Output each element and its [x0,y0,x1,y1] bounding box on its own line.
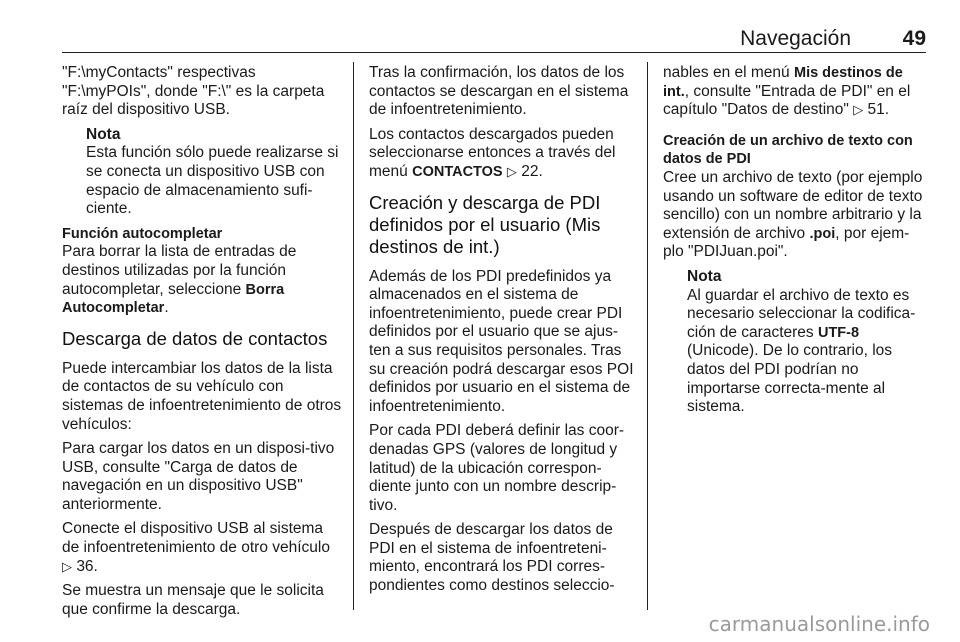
file-extension: .poi [809,225,836,242]
note-text [687,287,929,417]
page-header [62,26,926,53]
paragraph: Tras la confirmación, los datos de los contactos se descargan en el sistema de infoentretenimiento. [369,64,629,119]
text: , por ejem-plo "PDIJuan.poi". [663,224,910,261]
section-heading: Descarga de datos de contactos [62,327,328,349]
section-heading: Creación y descarga de PDI definidos por el usuario (Mis destinos de int.) [369,191,601,257]
paragraph: Puede intercambiar los datos de la lista de contactos de su vehículo con sistemas de infoentretenimiento de otros vehículos: [62,359,342,433]
page-reference: 22. [521,162,543,180]
text: nables en el menú [663,64,794,81]
paragraph: Después de descargar los datos de PDI en el sistema de infoentreteni-miento, encontrará los PDI corres-pondientes como destinos seleccio- [369,521,615,595]
text: . [164,299,169,317]
text: (Unicode). De lo contrario, los datos del PDI podrían no importarse correcta-mente al sistema. [687,342,893,416]
paragraph: "F:\myContacts" respectivas "F:\myPOIs", donde "F:\" es la carpeta raíz del dispositivo USB. [62,64,325,119]
text: , consulte "Entrada de PDI" en el capítulo "Datos de destino" [663,82,911,119]
text: Conecte el dispositivo USB al sistema de infoentretenimiento de otro vehículo [62,520,330,557]
column-2 [369,64,637,602]
paragraph [62,520,344,576]
text: Los contactos descargados pueden seleccionarse entonces a través del menú [369,125,616,180]
column-1 [62,64,344,625]
note-box [62,126,344,219]
page-number: 49 [902,27,926,50]
text: Para borrar la lista de entradas de destinos utilizadas por la función autocompletar, seleccione [62,243,297,298]
paragraph [62,243,344,317]
watermark: carmanualsonline.info [708,612,930,636]
paragraph: Por cada PDI deberá definir las coor-denadas GPS (valores de longitud y latitud) de la ubicación correspon-diente junto con un nombre descrip-tivo. [369,422,625,514]
page-reference-arrow-icon: ▷ [853,102,864,118]
menu-label: Borra Autocompletar [62,281,285,317]
column-3 [663,64,929,423]
page-reference-arrow-icon: ▷ [506,163,517,179]
paragraph [369,126,637,182]
note-title: Nota [687,267,722,285]
column-divider-2 [647,62,648,610]
paragraph [663,64,929,120]
section-title: Navegación [740,27,851,50]
text: Al guardar el archivo de texto es necesario seleccionar la codifica-ción de caracteres [687,286,916,341]
paragraph: Se muestra un mensaje que le solicita que confirme la descarga. [62,582,324,618]
paragraph [663,169,929,262]
note-text: Esta función sólo puede realizarse si se conecta un dispositivo USB con espacio de almacenamiento sufi-ciente. [86,144,339,218]
column-divider-1 [353,62,354,610]
subheading: Función autocompletar [62,225,223,242]
paragraph: Para cargar los datos en un disposi-tivo USB, consulte "Carga de datos de navegación en un dispositivo USB" anteriormente. [62,440,335,513]
page-reference-arrow-icon: ▷ [62,558,72,574]
text: Cree un archivo de texto (por ejemplo usando un software de editor de texto sencillo) con un nombre arbitrario y la extensión de archivo [663,168,923,242]
note-title: Nota [86,125,121,143]
page-reference: 51. [867,101,890,119]
subheading: Creación de un archivo de texto con datos de PDI [663,132,913,168]
page-reference: 36. [76,557,98,575]
encoding-label: UTF-8 [817,324,860,341]
paragraph: Además de los PDI predefinidos ya almacenados en el sistema de infoentretenimiento, puede crear PDI definidos por el usuario que se ajus-ten a sus requisitos personales. Tras su creación podrá descargar esos POI definidos por usuario en el sistema de infoentretenimiento. [369,267,634,415]
menu-label: CONTACTOS [412,163,503,180]
note-box [663,268,929,417]
menu-label: Mis destinos de int. [663,65,903,100]
